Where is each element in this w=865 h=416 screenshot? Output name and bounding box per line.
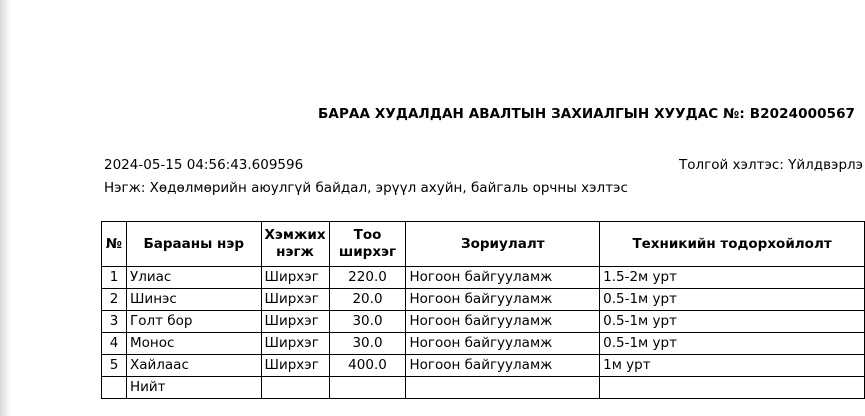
table-row [102, 355, 865, 377]
column-header-purpose: Зориулалт [406, 222, 600, 267]
cell-unit: Ширхэг [261, 333, 329, 355]
cell-spec: 1м урт [600, 355, 865, 377]
cell-unit [261, 377, 329, 399]
table-header-row [102, 222, 865, 267]
cell-qty [329, 377, 406, 399]
cell-num: 2 [102, 289, 127, 311]
cell-purpose: Ногоон байгууламж [406, 289, 600, 311]
column-header-name: Барааны нэр [126, 222, 261, 267]
cell-num: 4 [102, 333, 127, 355]
cell-unit: Ширхэг [261, 267, 329, 289]
cell-purpose: Ногоон байгууламж [406, 333, 600, 355]
cell-name: Шинэс [126, 289, 261, 311]
total-label: Нийт [126, 377, 261, 399]
cell-num: 3 [102, 311, 127, 333]
cell-qty: 30.0 [329, 311, 406, 333]
cell-purpose: Ногоон байгууламж [406, 355, 600, 377]
cell-name: Монос [126, 333, 261, 355]
column-header-spec: Техникийн тодорхойлолт [600, 222, 865, 267]
column-header-unit: Хэмжих нэгж [261, 222, 329, 267]
cell-name: Хайлаас [126, 355, 261, 377]
cell-unit: Ширхэг [261, 289, 329, 311]
total-row [102, 377, 865, 399]
cell-num [102, 377, 127, 399]
cell-purpose: Ногоон байгууламж [406, 311, 600, 333]
table-row [102, 311, 865, 333]
cell-qty: 400.0 [329, 355, 406, 377]
document-title: БАРАА ХУДАЛДАН АВАЛТЫН ЗАХИАЛГЫН ХУУДАС №: B2024000567 [318, 106, 856, 122]
cell-spec: 0.5-1м урт [600, 289, 865, 311]
cell-qty: 20.0 [329, 289, 406, 311]
document-timestamp: 2024-05-15 04:56:43.609596 [104, 157, 304, 173]
cell-name: Голт бор [126, 311, 261, 333]
cell-spec: 0.5-1м урт [600, 333, 865, 355]
cell-qty: 30.0 [329, 333, 406, 355]
table-row [102, 289, 865, 311]
unit-department: Нэгж: Хөдөлмөрийн аюулгүй байдал, эрүүл ахуйн, байгаль орчны хэлтэс [104, 180, 628, 196]
cell-qty: 220.0 [329, 267, 406, 289]
head-department: Толгой хэлтэс: Үйлдвэрлэ [679, 157, 864, 173]
cell-spec [600, 377, 865, 399]
column-header-num: № [102, 222, 127, 267]
cell-unit: Ширхэг [261, 355, 329, 377]
cell-spec: 0.5-1м урт [600, 311, 865, 333]
cell-purpose: Ногоон байгууламж [406, 267, 600, 289]
cell-num: 1 [102, 267, 127, 289]
page-edge-shadow [0, 0, 12, 416]
cell-unit: Ширхэг [261, 311, 329, 333]
cell-purpose [406, 377, 600, 399]
table-row [102, 267, 865, 289]
cell-name: Улиас [126, 267, 261, 289]
column-header-qty: Тоо ширхэг [329, 222, 406, 267]
cell-spec: 1.5-2м урт [600, 267, 865, 289]
table-row [102, 333, 865, 355]
cell-num: 5 [102, 355, 127, 377]
order-table [101, 221, 865, 399]
